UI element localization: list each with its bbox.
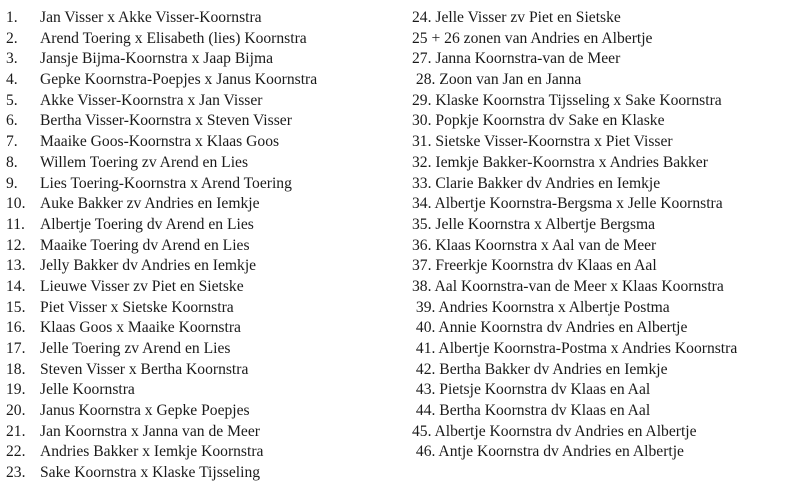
entry-text: 44. Bertha Koornstra dv Klaas en Aal	[412, 402, 651, 420]
entry-text: Jelly Bakker dv Andries en Iemkje	[40, 257, 257, 275]
entry-text: 28. Zoon van Jan en Janna	[412, 71, 582, 89]
entry-text: 36. Klaas Koornstra x Aal van de Meer	[412, 236, 657, 254]
caption-entry	[412, 174, 797, 195]
caption-entry	[6, 91, 406, 112]
caption-entry	[412, 277, 797, 298]
entry-number: 18.	[6, 360, 26, 378]
entry-text: 42. Bertha Bakker dv Andries en Iemkje	[412, 360, 668, 378]
caption-entry	[6, 194, 406, 215]
entry-number: 11.	[6, 215, 25, 233]
entry-text: Jelle Toering zv Arend en Lies	[40, 340, 231, 357]
entry-text: 41. Albertje Koornstra-Postma x Andries Koornstra	[412, 340, 738, 357]
entry-text: Willem Toering zv Arend en Lies	[40, 153, 249, 171]
caption-entry	[6, 360, 406, 381]
entry-number: 19.	[6, 381, 26, 399]
entry-text: Arend Toering x Elisabeth (lies) Koornstra	[40, 29, 307, 47]
entry-text: 25 + 26 zonen van Andries en Albertje	[412, 29, 653, 47]
entry-text: Auke Bakker zv Andries en Iemkje	[40, 195, 260, 213]
entry-text: Akke Visser-Koornstra x Jan Visser	[40, 91, 263, 109]
caption-entry	[412, 194, 797, 215]
entry-text: 30. Popkje Koornstra dv Sake en Klaske	[412, 112, 665, 130]
entry-text: Sake Koornstra x Klaske Tijsseling	[40, 464, 261, 482]
caption-entry	[6, 318, 406, 339]
caption-entry	[412, 153, 797, 174]
caption-entry	[6, 174, 406, 195]
caption-entry	[412, 70, 797, 91]
entry-number: 22.	[6, 443, 26, 461]
caption-entry	[6, 463, 406, 484]
caption-entry	[6, 70, 406, 91]
entry-text: Gepke Koornstra-Poepjes x Janus Koornstra	[40, 71, 318, 89]
entry-number: 12.	[6, 236, 26, 254]
entry-number: 13.	[6, 257, 26, 275]
entry-number: 5.	[6, 91, 18, 109]
caption-entry	[6, 29, 406, 50]
caption-entry	[412, 422, 797, 443]
entry-number: 14.	[6, 277, 26, 295]
entry-text: 39. Andries Koornstra x Albertje Postma	[412, 298, 670, 316]
entry-number: 8.	[6, 153, 18, 171]
entry-text: 29. Klaske Koornstra Tijsseling x Sake Koornstra	[412, 91, 722, 109]
entry-text: Maaike Goos-Koornstra x Klaas Goos	[40, 133, 280, 151]
entry-number: 4.	[6, 71, 18, 89]
entry-text: Jansje Bijma-Koornstra x Jaap Bijma	[40, 50, 273, 68]
entry-text: 35. Jelle Koornstra x Albertje Bergsma	[412, 215, 656, 233]
entry-text: Jan Visser x Akke Visser-Koornstra	[40, 9, 262, 26]
entry-number: 9.	[6, 174, 18, 192]
caption-entry	[6, 132, 406, 153]
entry-number: 23.	[6, 464, 26, 482]
caption-entry	[412, 29, 797, 50]
caption-entry	[412, 91, 797, 112]
entry-text: Janus Koornstra x Gepke Poepjes	[40, 402, 250, 420]
entry-text: 32. Iemkje Bakker-Koornstra x Andries Bakker	[412, 153, 708, 171]
entry-text: 45. Albertje Koornstra dv Andries en Albertje	[412, 422, 697, 440]
caption-entry	[412, 442, 797, 463]
caption-entry	[6, 153, 406, 174]
caption-entry	[6, 277, 406, 298]
entry-number: 20.	[6, 402, 26, 420]
caption-entry	[412, 236, 797, 257]
entry-text: Lieuwe Visser zv Piet en Sietske	[40, 277, 244, 295]
entry-text: Andries Bakker x Iemkje Koornstra	[40, 443, 264, 461]
caption-entry	[6, 401, 406, 422]
entry-text: 33. Clarie Bakker dv Andries en Iemkje	[412, 174, 661, 192]
entry-text: 27. Janna Koornstra-van de Meer	[412, 50, 621, 68]
caption-entry	[412, 401, 797, 422]
caption-entry	[6, 422, 406, 443]
entry-text: 34. Albertje Koornstra-Bergsma x Jelle Koornstra	[412, 195, 723, 213]
caption-entry	[6, 8, 406, 29]
caption-entry	[412, 111, 797, 132]
entry-number: 2.	[6, 29, 18, 47]
entry-number: 15.	[6, 298, 26, 316]
caption-entry	[412, 49, 797, 70]
caption-entry	[412, 256, 797, 277]
entry-text: Albertje Toering dv Arend en Lies	[40, 215, 254, 233]
caption-entry	[412, 318, 797, 339]
caption-entry	[6, 256, 406, 277]
caption-entry	[412, 339, 797, 360]
entry-number: 6.	[6, 112, 18, 130]
entry-number: 7.	[6, 133, 18, 151]
right-column-list	[412, 8, 797, 463]
entry-text: 43. Pietsje Koornstra dv Klaas en Aal	[412, 381, 651, 399]
entry-text: 24. Jelle Visser zv Piet en Sietske	[412, 9, 621, 26]
entry-number: 17.	[6, 340, 26, 357]
caption-entry	[6, 215, 406, 236]
caption-entry	[412, 8, 797, 29]
caption-entry	[6, 111, 406, 132]
caption-entry	[412, 380, 797, 401]
entry-text: 31. Sietske Visser-Koornstra x Piet Visser	[412, 133, 673, 151]
entry-text: 38. Aal Koornstra-van de Meer x Klaas Koornstra	[412, 277, 724, 295]
caption-entry	[6, 49, 406, 70]
caption-entry	[6, 380, 406, 401]
entry-text: Maaike Toering dv Arend en Lies	[40, 236, 250, 254]
entry-text: Jelle Koornstra	[40, 381, 135, 399]
entry-text: Lies Toering-Koornstra x Arend Toering	[40, 174, 292, 192]
caption-entry	[6, 442, 406, 463]
caption-entry	[412, 132, 797, 153]
caption-entry	[412, 360, 797, 381]
entry-text: Klaas Goos x Maaike Koornstra	[40, 319, 241, 337]
entry-text: 46. Antje Koornstra dv Andries en Albertje	[412, 443, 684, 461]
entry-number: 21.	[6, 422, 26, 440]
entry-number: 10.	[6, 195, 26, 213]
entry-text: 37. Freerkje Koornstra dv Klaas en Aal	[412, 257, 657, 275]
entry-text: Steven Visser x Bertha Koornstra	[40, 360, 249, 378]
caption-entry	[412, 215, 797, 236]
entry-number: 1.	[6, 9, 18, 26]
left-column-list	[6, 8, 406, 484]
caption-entry	[6, 298, 406, 319]
entry-text: Bertha Visser-Koornstra x Steven Visser	[40, 112, 292, 130]
entry-text: Piet Visser x Sietske Koornstra	[40, 298, 234, 316]
entry-number: 16.	[6, 319, 26, 337]
entry-text: 40. Annie Koornstra dv Andries en Albertje	[412, 319, 688, 337]
caption-entry	[6, 339, 406, 360]
caption-entry	[412, 298, 797, 319]
entry-text: Jan Koornstra x Janna van de Meer	[40, 422, 260, 440]
caption-entry	[6, 236, 406, 257]
entry-number: 3.	[6, 50, 18, 68]
